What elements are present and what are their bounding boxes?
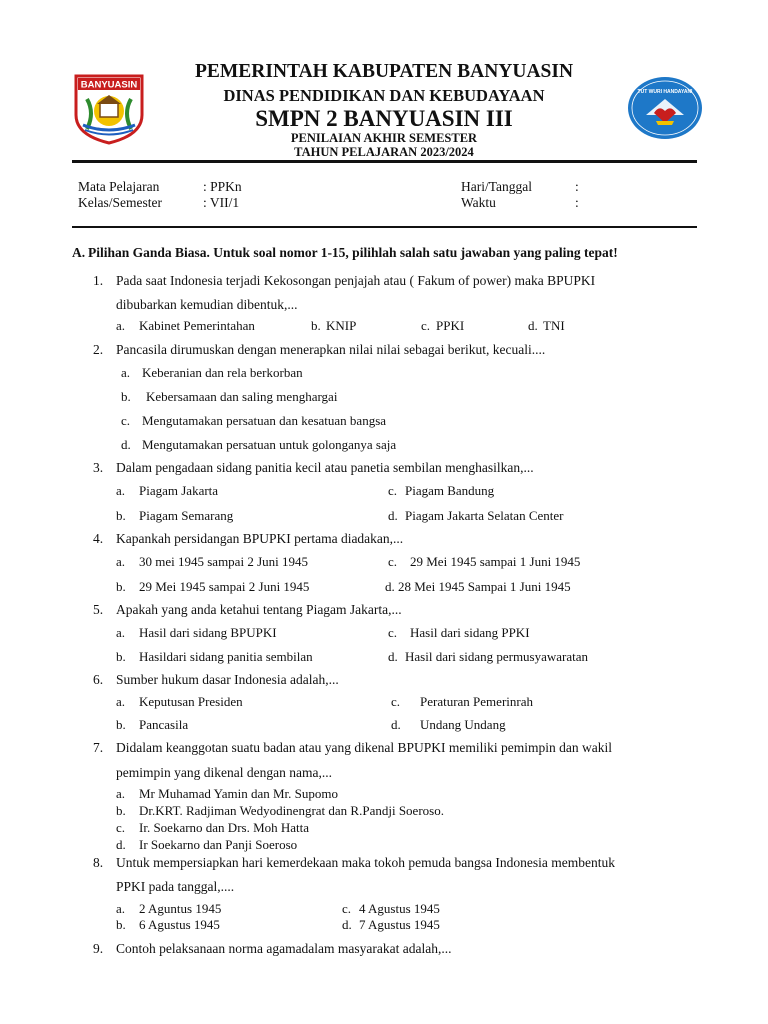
option-letter: b. (116, 917, 126, 932)
option-letter: c. (116, 820, 126, 835)
option-text: Ir. Soekarno dan Drs. Moh Hatta (139, 820, 310, 835)
option-letter: a. (116, 318, 126, 333)
mapel-label: Mata Pelajaran (78, 179, 160, 194)
option-text: Piagam Jakarta (139, 483, 219, 498)
option-letter: a. (121, 365, 131, 380)
option-text: PPKI (436, 318, 465, 333)
option-text: Hasildari sidang panitia sembilan (139, 649, 313, 664)
option-letter: b. (116, 717, 126, 732)
option-letter: a. (116, 694, 126, 709)
option-text: TNI (543, 318, 565, 333)
option-text: Hasil dari sidang permusyawaratan (405, 649, 589, 664)
option-letter: b. (116, 508, 126, 523)
option-letter: d. (528, 318, 538, 333)
question-text: Dalam pengadaan sidang panitia kecil atau panetia sembilan menghasilkan,... (116, 460, 534, 475)
option-letter: d. (342, 917, 352, 932)
question-text: dibubarkan kemudian dibentuk,... (116, 297, 298, 312)
option-text: Dr.KRT. Radjiman Wedyodinengrat dan R.Pandji Soeroso. (139, 803, 444, 818)
option-letter: b. (116, 649, 126, 664)
question-number: 3. (93, 460, 104, 475)
option-text: Undang Undang (420, 717, 506, 732)
option-letter: b. (121, 389, 131, 404)
question-text: Kapankah persidangan BPUPKI pertama diadakan,... (116, 531, 404, 546)
option-text: 2 Aguntus 1945 (139, 901, 222, 916)
option-letter: b. (116, 579, 126, 594)
option-text: Peraturan Pemerinrah (420, 694, 533, 709)
question-number: 8. (93, 855, 104, 870)
question-number: 5. (93, 602, 104, 617)
waktu-label: Waktu (461, 195, 496, 210)
option-letter: d. (116, 837, 126, 852)
option-letter: c. (342, 901, 352, 916)
question-text: Sumber hukum dasar Indonesia adalah,... (116, 672, 339, 687)
option-text: Piagam Bandung (405, 483, 495, 498)
option-letter: b. (311, 318, 321, 333)
question-number: 2. (93, 342, 104, 357)
header-divider (72, 160, 697, 163)
option-letter: c. (388, 625, 398, 640)
question-text: Apakah yang anda ketahui tentang Piagam Jakarta,... (116, 602, 402, 617)
option-letter: d. (388, 508, 398, 523)
option-text: Hasil dari sidang PPKI (410, 625, 530, 640)
option-letter: c. (388, 554, 398, 569)
kelas-label: Kelas/Semester (78, 195, 162, 210)
option-text: 7 Agustus 1945 (359, 917, 440, 932)
question-text: Pancasila dirumuskan dengan menerapkan nilai nilai sebagai berikut, kecuali.... (116, 342, 546, 357)
option-letter: d. (121, 437, 131, 452)
question-text: Didalam keanggotan suatu badan atau yang dikenal BPUPKI memiliki pemimpin dan wakil (116, 740, 613, 755)
option-letter: c. (388, 483, 398, 498)
option-letter: a. (116, 625, 126, 640)
hari-label: Hari/Tanggal (461, 179, 533, 194)
question-text: Untuk mempersiapkan hari kemerdekaan maka tokoh pemuda bangsa Indonesia membentuk (116, 855, 615, 870)
question-number: 1. (93, 273, 104, 288)
option-letter: c. (421, 318, 431, 333)
hari-value: : (575, 179, 579, 194)
question-number: 4. (93, 531, 104, 546)
header-school-year: TAHUN PELAJARAN 2023/2024 (294, 145, 474, 159)
option-letter: a. (116, 554, 126, 569)
option-letter: a. (116, 483, 126, 498)
header-department: DINAS PENDIDIKAN DAN KEBUDAYAAN (223, 86, 545, 105)
option-text: 29 Mei 1945 sampai 1 Juni 1945 (410, 554, 581, 569)
option-text: 29 Mei 1945 sampai 2 Juni 1945 (139, 579, 310, 594)
header-exam-title: PENILAIAN AKHIR SEMESTER (290, 131, 478, 145)
option-letter: d. (388, 649, 398, 664)
section-title: Pilihan Ganda Biasa. Untuk soal nomor 1-15, pilihlah salah satu jawaban yang paling tepat! (88, 245, 618, 260)
header-government: PEMERINTAH KABUPATEN BANYUASIN (194, 61, 574, 82)
kelas-value: : VII/1 (203, 195, 240, 210)
option-text: Hasil dari sidang BPUPKI (139, 625, 277, 640)
logo-left-text: BANYUASIN (80, 79, 138, 91)
question-text: Pada saat Indonesia terjadi Kekosongan penjajah atau ( Fakum of power) maka BPUPKI (116, 273, 596, 288)
header-school-name: SMPN 2 BANYUASIN III (255, 106, 513, 131)
option-text: Mr Muhamad Yamin dan Mr. Supomo (139, 786, 338, 801)
option-text: 30 mei 1945 sampai 2 Juni 1945 (139, 554, 308, 569)
option-text: Mengutamakan persatuan dan kesatuan bangsa (142, 413, 387, 428)
question-text: Contoh pelaksanaan norma agamadalam masyarakat adalah,... (116, 941, 452, 956)
option-text: d. 28 Mei 1945 Sampai 1 Juni 1945 (385, 579, 571, 594)
question-text: PPKI pada tanggal,.... (116, 879, 235, 894)
option-text: KNIP (326, 318, 357, 333)
question-number: 6. (93, 672, 104, 687)
option-text: Keberanian dan rela berkorban (142, 365, 303, 380)
mapel-value: : PPKn (203, 179, 242, 194)
question-text: pemimpin yang dikenal dengan nama,... (116, 765, 332, 780)
question-number: 7. (93, 740, 104, 755)
option-text: 4 Agustus 1945 (359, 901, 440, 916)
info-divider (72, 226, 697, 228)
option-letter: b. (116, 803, 126, 818)
option-letter: c. (121, 413, 131, 428)
option-text: Mengutamakan persatuan untuk golonganya saja (142, 437, 397, 452)
option-text: Kebersamaan dan saling menghargai (146, 389, 338, 404)
option-text: Ir Soekarno dan Panji Soeroso (139, 837, 298, 852)
option-letter: d. (391, 717, 401, 732)
option-text: Pancasila (139, 717, 189, 732)
question-number: 9. (93, 941, 104, 956)
option-text: Piagam Semarang (139, 508, 234, 523)
option-letter: c. (391, 694, 401, 709)
section-letter: A. (72, 245, 86, 260)
waktu-value: : (575, 195, 579, 210)
option-letter: a. (116, 786, 126, 801)
option-text: 6 Agustus 1945 (139, 917, 220, 932)
option-letter: a. (116, 901, 126, 916)
logo-right-text: TUT WURI HANDAYANI (637, 89, 693, 95)
option-text: Kabinet Pemerintahan (139, 318, 255, 333)
option-text: Piagam Jakarta Selatan Center (405, 508, 564, 523)
option-text: Keputusan Presiden (139, 694, 243, 709)
